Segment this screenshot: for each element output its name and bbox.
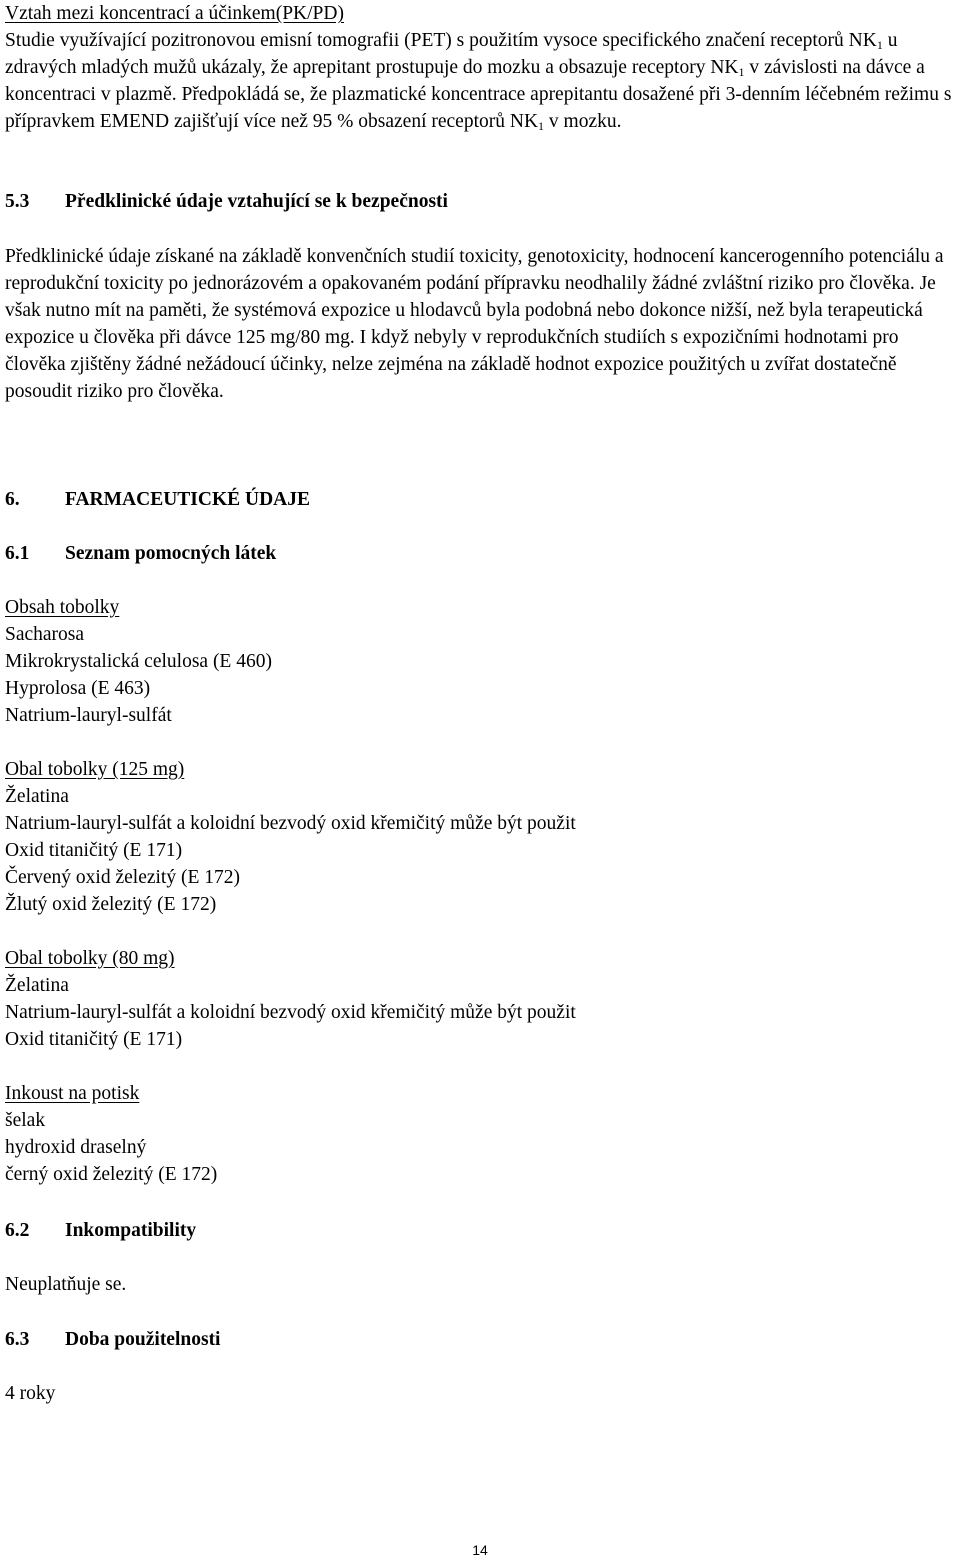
excipient-group-ink (5, 1080, 955, 1188)
list-item: Natrium-lauryl-sulfát a koloidní bezvodý oxid křemičitý může být použit (5, 813, 576, 834)
group-title: Obsah tobolky (5, 597, 120, 618)
section-6-2-text: Neuplatňuje se. (5, 1274, 127, 1295)
list-item: Natrium-lauryl-sulfát a koloidní bezvodý oxid křemičitý může být použit (5, 1002, 576, 1023)
list-item: Červený oxid železitý (E 172) (5, 867, 240, 888)
list-item: hydroxid draselný (5, 1137, 147, 1158)
section-6-1-heading: 6.1 Seznam pomocných látek (5, 543, 277, 564)
excipient-group-capsule-content (5, 594, 955, 729)
group-title: Inkoust na potisk (5, 1083, 140, 1104)
section-5-3-paragraph: Předklinické údaje získané na základě konvenčních studií toxicity, genotoxicity, hodnocení kancerogenního potenciálu a reprodukční toxicity po jednorázovém a opakovaném podání přípravku neodhalily žádné zvláštní riziko pro člověka. Je však nutno mít na paměti, že systémová expozice u hlodavců byla podobná nebo dokonce nižší, než byla terapeutická expozice u člověka při dávce 125 mg/80 mg. I když nebyly v reprodukčních studiích s expozičními hodnotami pro člověka zjištěny žádné nežádoucí účinky, nelze zejména na základě hodnot expozice použitých u zvířat dostatečně posoudit riziko pro člověka. (5, 246, 944, 402)
pkpd-title: Vztah mezi koncentrací a účinkem(PK/PD) (5, 3, 344, 24)
pkpd-paragraph: Studie využívající pozitronovou emisní tomografii (PET) s použitím vysoce specifického značení receptorů $NK_1$ u zdravých mladých mužů ukázaly, že aprepitant prostupuje do mozku a obsazuje receptory $NK_1$ v závislosti na dávce a koncentraci v plazmě. Předpokládá se, že plazmatické koncentrace aprepitantu dosažené při 3-denním léčebném režimu s přípravkem EMEND zajišťují více než 95 % obsazení receptorů $NK_1$ v mozku. (5, 30, 952, 133)
list-item: šelak (5, 1110, 46, 1131)
list-item: Mikrokrystalická celulosa (E 460) (5, 651, 272, 672)
group-title: Obal tobolky (125 mg) (5, 759, 185, 780)
list-item: Oxid titaničitý (E 171) (5, 840, 183, 861)
list-item: Žlutý oxid železitý (E 172) (5, 894, 217, 915)
list-item: černý oxid železitý (E 172) (5, 1164, 218, 1185)
section-6-heading: 6. FARMACEUTICKÉ ÚDAJE (5, 489, 311, 510)
list-item: Oxid titaničitý (E 171) (5, 1029, 183, 1050)
section-6-3-heading: 6.3 Doba použitelnosti (5, 1329, 221, 1350)
group-title: Obal tobolky (80 mg) (5, 948, 175, 969)
page-number: 14 (472, 1542, 488, 1558)
list-item: Hyprolosa (E 463) (5, 678, 151, 699)
section-5-3-heading: 5.3 Předklinické údaje vztahující se k bezpečnosti (5, 191, 448, 212)
section-5-3-body (5, 243, 955, 405)
pkpd-section (5, 0, 955, 135)
section-6-2-heading: 6.2 Inkompatibility (5, 1220, 197, 1241)
list-item: Želatina (5, 975, 69, 996)
section-6-3-text: 4 roky (5, 1383, 56, 1404)
list-item: Želatina (5, 786, 69, 807)
list-item: Sacharosa (5, 624, 85, 645)
excipient-group-shell-125 (5, 756, 955, 918)
excipient-group-shell-80 (5, 945, 955, 1053)
list-item: Natrium-lauryl-sulfát (5, 705, 172, 726)
